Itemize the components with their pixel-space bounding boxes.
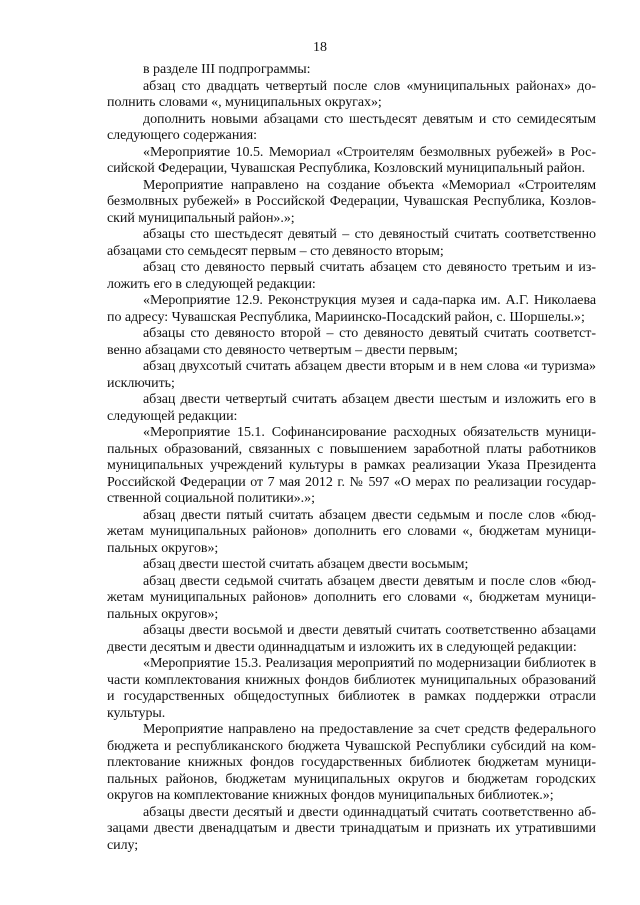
paragraph: абзацы сто шестьдесят девятый – сто девяностый считать соответственно абзацами сто семьдесят первым – сто девяносто вторым; xyxy=(107,227,596,259)
paragraph: абзац двести седьмой считать абзацем двести девятым и после слов «бюджетам муниципальных районов» дополнить его словами «, бюджетам муниципальных округов»; xyxy=(107,573,596,622)
paragraph: абзац сто двадцать четвертый после слов «муниципальных районах» дополнить словами «, муниципальных округах»; xyxy=(107,78,596,110)
paragraph: абзац сто девяносто первый считать абзацем сто девяносто третьим и изложить его в следующей редакции: xyxy=(107,260,596,292)
paragraph: абзац двести пятый считать абзацем двести седьмым и после слов «бюджетам муниципальных районов» дополнить его словами «, бюджетам муниципальных округов»; xyxy=(107,507,596,556)
paragraph: «Мероприятие 12.9. Реконструкция музея и сада-парка им. А.Г. Николаева по адресу: Чувашская Республика, Мариинско-Посадский район, с. Шоршелы.»; xyxy=(107,293,596,325)
paragraph: абзацы двести восьмой и двести девятый считать соответственно абзацами двести десятым и двести одиннадцатым и изложить их в следующей редакции: xyxy=(107,623,596,655)
document-body xyxy=(107,62,596,854)
paragraph: Мероприятие направлено на предоставление за счет средств федерального бюджета и республиканского бюджета Чувашской Республики субсидий на комплектование книжных фондов государственных библиотек бюджетам муниципальных районов, бюджетам муниципальных округов и бюджетам городских округов на комплектование книжных фондов муниципальных библиотек.»; xyxy=(107,722,596,803)
paragraph: «Мероприятие 15.3. Реализация мероприятий по модернизации библиотек в части комплектования книжных фондов библиотек муниципальных образований и государственных общедоступных библиотек в рамках поддержки отрасли культуры. xyxy=(107,656,596,721)
paragraph: абзацы двести десятый и двести одиннадцатый считать соответственно абзацами двести двенадцатым и двести тринадцатым и признать их утратившими силу; xyxy=(107,804,596,853)
paragraph: дополнить новыми абзацами сто шестьдесят девятым и сто семидесятым следующего содержания: xyxy=(107,111,596,143)
paragraph: «Мероприятие 10.5. Мемориал «Строителям безмолвных рубежей» в Российской Федерации, Чувашская Республика, Козловский муниципальный район. xyxy=(107,144,596,176)
paragraph: «Мероприятие 15.1. Софинансирование расходных обязательств муниципальных образований, связанных с повышением заработной платы работников муниципальных учреждений культуры в рамках реализации Указа Президента Российской Федерации от 7 мая 2012 г. № 597 «О мерах по реализации государственной социальной политики».»; xyxy=(107,425,596,506)
paragraph: Мероприятие направлено на создание объекта «Мемориал «Строителям безмолвных рубежей» в Российской Федерации, Чувашская Республика, Козловский муниципальный район».»; xyxy=(107,177,596,226)
paragraph: абзац двести шестой считать абзацем двести восьмым; xyxy=(143,557,469,572)
paragraph: в разделе III подпрограммы: xyxy=(143,62,311,77)
paragraph: абзацы сто девяносто второй – сто девяносто девятый считать соответственно абзацами сто девяносто четвертым – двести первым; xyxy=(107,326,596,358)
page-number: 18 xyxy=(313,40,327,55)
paragraph: абзац двести четвертый считать абзацем двести шестым и изложить его в следующей редакции: xyxy=(107,392,596,424)
paragraph: абзац двухсотый считать абзацем двести вторым и в нем слова «и туризма» исключить; xyxy=(107,359,596,391)
